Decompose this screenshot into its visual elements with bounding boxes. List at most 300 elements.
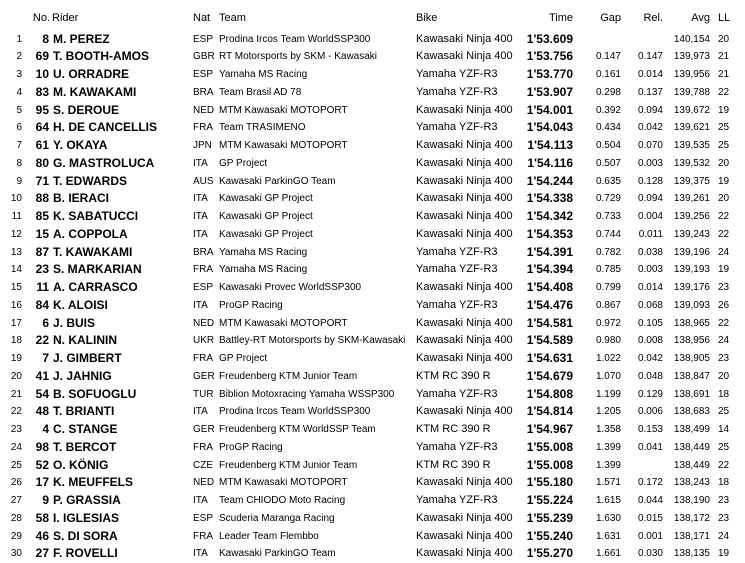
gap-cell: 0.298 [595, 86, 621, 98]
relative-gap-cell: 0.094 [637, 193, 663, 205]
nationality-cell: AUS [193, 175, 214, 187]
position-cell: 3 [16, 69, 22, 80]
relative-gap-cell: 0.015 [637, 512, 663, 524]
header-bike: Bike [416, 12, 438, 24]
header-time: Time [548, 12, 573, 24]
team-cell: RT Motorsports by SKM - Kawasaki [219, 51, 378, 63]
table-row [0, 244, 745, 262]
average-speed-cell: 138,956 [673, 335, 710, 347]
table-row [0, 297, 745, 315]
average-speed-cell: 139,956 [673, 69, 710, 80]
team-cell: ProGP Racing [219, 299, 283, 311]
average-speed-cell: 139,176 [673, 282, 710, 293]
nationality-cell: ITA [193, 548, 208, 560]
rider-number-cell: 22 [35, 333, 49, 348]
rider-name-cell: J. JAHNIG [53, 368, 112, 383]
relative-gap-cell: 0.048 [637, 370, 663, 382]
laps-cell: 23 [718, 282, 730, 293]
table-row [0, 279, 745, 297]
position-cell: 19 [10, 353, 22, 364]
average-speed-cell: 138,905 [673, 353, 710, 364]
gap-cell: 1.571 [595, 477, 621, 489]
average-speed-cell: 138,499 [673, 424, 710, 435]
bike-cell: Yamaha YZF-R3 [416, 298, 498, 311]
relative-gap-cell: 0.147 [637, 51, 663, 63]
team-cell: Leader Team Flembbo [219, 530, 319, 542]
position-cell: 2 [16, 51, 22, 63]
position-cell: 15 [10, 282, 22, 293]
nationality-cell: NED [193, 477, 215, 489]
rider-name-cell: M. KAWAKAMI [53, 84, 137, 99]
team-cell: Team Brasil AD 78 [219, 86, 302, 98]
laps-cell: 24 [718, 335, 730, 347]
lap-time-cell: 1'55.008 [526, 439, 573, 454]
lap-time-cell: 1'54.408 [526, 280, 573, 294]
laps-cell: 20 [718, 193, 730, 205]
gap-cell: 0.147 [595, 51, 621, 63]
laps-cell: 22 [718, 228, 730, 240]
average-speed-cell: 140,154 [673, 33, 710, 45]
team-cell: Freudenberg KTM Junior Team [219, 459, 358, 471]
rider-name-cell: G. MASTROLUCA [53, 155, 155, 170]
laps-cell: 18 [718, 388, 730, 400]
rider-name-cell: F. ROVELLI [53, 546, 118, 561]
lap-time-cell: 1'55.180 [526, 475, 573, 490]
position-cell: 14 [10, 264, 22, 276]
gap-cell: 1.631 [595, 530, 621, 542]
rider-name-cell: P. GRASSIA [53, 493, 121, 507]
position-cell: 13 [10, 246, 22, 258]
laps-cell: 20 [718, 33, 730, 45]
average-speed-cell: 139,535 [673, 140, 710, 151]
rider-name-cell: B. SOFUOGLU [53, 386, 137, 401]
lap-time-cell: 1'54.581 [526, 315, 573, 330]
gap-cell: 1.205 [595, 406, 621, 418]
average-speed-cell: 139,256 [673, 211, 710, 222]
rider-number-cell: 85 [35, 209, 49, 223]
average-speed-cell: 138,683 [673, 406, 710, 418]
rider-number-cell: 71 [35, 173, 49, 188]
lap-time-cell: 1'55.008 [526, 457, 573, 472]
lap-time-cell: 1'55.224 [526, 493, 573, 507]
team-cell: GP Project [219, 157, 268, 169]
position-cell: 24 [10, 441, 22, 453]
position-cell: 9 [16, 175, 22, 187]
laps-cell: 26 [718, 299, 730, 311]
lap-time-cell: 1'54.476 [526, 297, 573, 312]
nationality-cell: TUR [193, 388, 214, 400]
team-cell: Kawasaki GP Project [219, 228, 313, 240]
nationality-cell: FRA [193, 441, 213, 453]
nationality-cell: NED [193, 317, 215, 329]
nationality-cell: ITA [193, 157, 208, 169]
average-speed-cell: 138,172 [673, 512, 710, 524]
laps-cell: 21 [718, 69, 730, 80]
lap-time-cell: 1'53.756 [526, 49, 573, 64]
average-speed-cell: 139,093 [673, 299, 710, 311]
position-cell: 11 [11, 211, 22, 222]
nationality-cell: CZE [193, 459, 213, 471]
team-cell: Kawasaki GP Project [219, 211, 313, 222]
nationality-cell: GER [193, 424, 215, 435]
nationality-cell: GBR [193, 51, 215, 63]
laps-cell: 21 [718, 51, 730, 63]
rider-number-cell: 46 [35, 528, 49, 543]
rider-name-cell: M. PEREZ [53, 31, 110, 46]
laps-cell: 20 [718, 157, 730, 169]
relative-gap-cell: 0.129 [637, 388, 663, 400]
laps-cell: 18 [718, 477, 730, 489]
position-cell: 18 [10, 335, 22, 347]
rider-number-cell: 48 [35, 404, 49, 419]
laps-cell: 23 [718, 495, 730, 506]
position-cell: 25 [10, 459, 22, 471]
bike-cell: Kawasaki Ninja 400 [416, 529, 513, 542]
lap-time-cell: 1'55.240 [526, 528, 573, 543]
rider-name-cell: T. BOOTH-AMOS [53, 49, 149, 64]
position-cell: 27 [10, 495, 22, 506]
team-cell: Biblion Motoxracing Yamaha WSSP300 [219, 388, 395, 400]
bike-cell: KTM RC 390 R [416, 458, 491, 471]
lap-time-cell: 1'54.631 [526, 351, 573, 365]
bike-cell: Kawasaki Ninja 400 [416, 316, 513, 329]
average-speed-cell: 139,193 [673, 264, 710, 276]
table-row [0, 439, 745, 457]
lap-time-cell: 1'54.338 [526, 191, 573, 206]
rider-number-cell: 58 [35, 510, 49, 525]
position-cell: 5 [16, 104, 22, 116]
table-row [0, 173, 745, 191]
relative-gap-cell: 0.128 [637, 175, 663, 187]
table-row [0, 421, 745, 439]
relative-gap-cell: 0.014 [637, 282, 663, 293]
average-speed-cell: 139,788 [673, 86, 710, 98]
team-cell: Freudenberg KTM WorldSSP Team [219, 424, 376, 435]
relative-gap-cell: 0.011 [638, 228, 663, 240]
header-no: No. [32, 12, 50, 24]
table-row [0, 474, 745, 492]
team-cell: MTM Kawasaki MOTOPORT [219, 317, 348, 329]
average-speed-cell: 139,375 [673, 175, 710, 187]
rider-number-cell: 7 [42, 351, 49, 365]
relative-gap-cell: 0.105 [637, 317, 663, 329]
gap-cell: 0.733 [595, 211, 621, 222]
nationality-cell: ESP [193, 69, 214, 80]
lap-time-cell: 1'55.270 [526, 546, 573, 561]
lap-time-cell: 1'54.394 [526, 262, 573, 277]
laps-cell: 22 [718, 459, 730, 471]
bike-cell: Kawasaki Ninja 400 [416, 476, 513, 489]
team-cell: Team TRASIMENO [219, 122, 306, 134]
table-row [0, 528, 745, 546]
gap-cell: 1.199 [595, 388, 621, 400]
header-rel: Rel. [643, 12, 663, 24]
relative-gap-cell: 0.153 [637, 424, 663, 435]
gap-cell: 0.507 [595, 157, 621, 169]
bike-cell: Yamaha YZF-R3 [416, 263, 498, 276]
rider-name-cell: O. KÖNIG [53, 457, 109, 472]
rider-name-cell: J. GIMBERT [53, 351, 122, 365]
laps-cell: 24 [718, 530, 730, 542]
rider-number-cell: 11 [36, 280, 49, 294]
average-speed-cell: 139,532 [673, 157, 710, 169]
gap-cell: 0.635 [595, 175, 621, 187]
relative-gap-cell: 0.070 [637, 140, 663, 151]
position-cell: 22 [10, 406, 22, 418]
bike-cell: Kawasaki Ninja 400 [416, 32, 513, 45]
lap-time-cell: 1'54.043 [526, 120, 573, 135]
rider-name-cell: S. MARKARIAN [53, 262, 142, 277]
lap-time-cell: 1'54.589 [526, 333, 573, 348]
nationality-cell: FRA [193, 122, 213, 134]
rider-number-cell: 84 [35, 297, 49, 312]
team-cell: Yamaha MS Racing [219, 246, 308, 258]
laps-cell: 24 [718, 246, 730, 258]
laps-cell: 22 [718, 86, 730, 98]
rider-number-cell: 17 [35, 475, 49, 490]
table-row [0, 386, 745, 404]
average-speed-cell: 138,243 [673, 477, 710, 489]
nationality-cell: GER [193, 370, 215, 382]
team-cell: Kawasaki ParkinGO Team [219, 175, 336, 187]
bike-cell: Kawasaki Ninja 400 [416, 50, 513, 63]
lap-time-cell: 1'54.113 [527, 138, 573, 152]
team-cell: Battley-RT Motorsports by SKM-Kawasaki [219, 335, 406, 347]
rider-number-cell: 88 [35, 191, 49, 206]
team-cell: Yamaha MS Racing [219, 69, 308, 80]
gap-cell: 1.630 [595, 512, 621, 524]
team-cell: GP Project [219, 353, 268, 364]
table-row [0, 457, 745, 475]
position-cell: 23 [10, 424, 22, 435]
position-cell: 17 [10, 317, 22, 329]
table-row [0, 315, 745, 333]
average-speed-cell: 138,171 [673, 530, 710, 542]
rider-name-cell: T. EDWARDS [53, 173, 128, 188]
bike-cell: Yamaha YZF-R3 [416, 121, 498, 134]
lap-time-cell: 1'54.116 [527, 155, 573, 170]
rider-number-cell: 69 [35, 49, 49, 64]
gap-cell: 0.504 [595, 140, 621, 151]
laps-cell: 23 [718, 353, 730, 364]
position-cell: 28 [10, 512, 22, 524]
relative-gap-cell: 0.068 [637, 299, 663, 311]
nationality-cell: ITA [193, 299, 208, 311]
rider-name-cell: K. SABATUCCI [53, 209, 139, 223]
average-speed-cell: 139,243 [673, 228, 710, 240]
average-speed-cell: 139,261 [673, 193, 710, 205]
rider-name-cell: T. KAWAKAMI [53, 244, 133, 259]
rider-number-cell: 61 [35, 138, 49, 152]
gap-cell: 1.399 [595, 441, 621, 453]
nationality-cell: FRA [193, 530, 213, 542]
average-speed-cell: 138,449 [673, 459, 710, 471]
average-speed-cell: 138,135 [673, 548, 710, 560]
bike-cell: Kawasaki Ninja 400 [416, 174, 513, 187]
average-speed-cell: 138,449 [673, 441, 710, 453]
table-row [0, 332, 745, 350]
team-cell: Team CHIODO Moto Racing [219, 495, 346, 506]
nationality-cell: UKR [193, 335, 215, 347]
rider-name-cell: I. IGLESIAS [53, 510, 120, 525]
position-cell: 6 [16, 122, 22, 134]
rider-name-cell: B. IERACI [53, 191, 110, 206]
lap-time-cell: 1'54.353 [526, 226, 573, 241]
rider-number-cell: 64 [35, 120, 49, 135]
average-speed-cell: 138,190 [673, 495, 710, 506]
lap-time-cell: 1'54.967 [526, 422, 573, 436]
gap-cell: 0.799 [595, 282, 621, 293]
average-speed-cell: 139,196 [673, 246, 710, 258]
rider-number-cell: 52 [35, 457, 49, 472]
laps-cell: 19 [718, 175, 730, 187]
bike-cell: Kawasaki Ninja 400 [416, 405, 513, 418]
header-avg: Avg [691, 12, 710, 24]
header-rider: Rider [52, 12, 79, 24]
laps-cell: 22 [718, 211, 730, 222]
rider-number-cell: 95 [35, 102, 49, 117]
header-ll: LL [718, 12, 731, 24]
table-header [0, 10, 745, 26]
gap-cell: 1.022 [595, 353, 621, 364]
laps-cell: 14 [718, 424, 730, 435]
team-cell: Prodina Ircos Team WorldSSP300 [219, 33, 371, 45]
rider-number-cell: 15 [35, 226, 49, 241]
table-row [0, 545, 745, 563]
team-cell: Yamaha MS Racing [219, 264, 308, 276]
bike-cell: Kawasaki Ninja 400 [416, 156, 513, 169]
rider-number-cell: 83 [35, 84, 49, 99]
rider-number-cell: 9 [42, 493, 49, 507]
lap-time-cell: 1'53.770 [526, 67, 573, 81]
relative-gap-cell: 0.003 [637, 264, 663, 276]
table-row [0, 155, 745, 173]
rider-number-cell: 87 [35, 244, 49, 259]
gap-cell: 0.744 [595, 228, 621, 240]
laps-cell: 19 [718, 104, 730, 116]
lap-time-cell: 1'53.907 [526, 84, 573, 99]
table-row [0, 190, 745, 208]
rider-number-cell: 6 [42, 315, 49, 330]
bike-cell: Kawasaki Ninja 400 [416, 352, 513, 364]
gap-cell: 1.358 [595, 424, 621, 435]
relative-gap-cell: 0.038 [637, 246, 663, 258]
table-row [0, 510, 745, 528]
rider-number-cell: 41 [35, 368, 49, 383]
rider-name-cell: H. DE CANCELLIS [53, 120, 158, 135]
team-cell: Kawasaki GP Project [219, 193, 313, 205]
gap-cell: 0.972 [595, 317, 621, 329]
lap-time-cell: 1'54.814 [526, 404, 573, 419]
laps-cell: 19 [718, 548, 730, 560]
rider-number-cell: 27 [35, 546, 49, 561]
relative-gap-cell: 0.001 [637, 530, 663, 542]
lap-time-cell: 1'54.679 [526, 368, 573, 383]
rider-name-cell: K. MEUFFELS [53, 475, 133, 490]
table-row [0, 31, 745, 49]
team-cell: MTM Kawasaki MOTOPORT [219, 477, 348, 489]
table-row [0, 368, 745, 386]
laps-cell: 25 [718, 140, 730, 151]
average-speed-cell: 138,847 [673, 370, 710, 382]
gap-cell: 0.392 [595, 104, 621, 116]
table-row [0, 102, 745, 120]
nationality-cell: BRA [193, 86, 214, 98]
bike-cell: Kawasaki Ninja 400 [416, 547, 513, 560]
gap-cell: 0.867 [595, 299, 621, 311]
relative-gap-cell: 0.042 [637, 122, 663, 134]
nationality-cell: FRA [193, 264, 213, 276]
relative-gap-cell: 0.003 [637, 157, 663, 169]
lap-time-cell: 1'54.244 [526, 173, 573, 188]
rider-name-cell: J. BUIS [53, 315, 96, 330]
position-cell: 30 [10, 548, 22, 560]
gap-cell: 0.785 [595, 264, 621, 276]
rider-name-cell: T. BRIANTI [53, 404, 115, 419]
gap-cell: 1.399 [595, 459, 621, 471]
gap-cell: 0.782 [595, 246, 621, 258]
bike-cell: Yamaha YZF-R3 [416, 85, 498, 98]
nationality-cell: NED [193, 104, 215, 116]
laps-cell: 19 [718, 264, 730, 276]
nationality-cell: ITA [193, 495, 208, 506]
relative-gap-cell: 0.030 [637, 548, 663, 560]
lap-time-cell: 1'54.001 [526, 102, 573, 117]
nationality-cell: ESP [193, 282, 214, 293]
relative-gap-cell: 0.044 [637, 495, 663, 506]
position-cell: 20 [10, 370, 22, 382]
rider-name-cell: Y. OKAYA [53, 138, 108, 152]
rider-name-cell: A. CARRASCO [53, 280, 138, 294]
nationality-cell: ITA [193, 228, 208, 240]
position-cell: 4 [16, 86, 22, 98]
bike-cell: Yamaha YZF-R3 [416, 494, 498, 506]
table-row [0, 226, 745, 244]
rider-number-cell: 23 [35, 262, 49, 277]
gap-cell: 0.161 [595, 69, 621, 80]
table-row [0, 261, 745, 279]
gap-cell: 1.661 [595, 548, 621, 560]
rider-name-cell: T. BERCOT [53, 439, 117, 454]
position-cell: 7 [16, 140, 22, 151]
rider-name-cell: C. STANGE [53, 422, 118, 436]
table-row [0, 137, 745, 155]
bike-cell: KTM RC 390 R [416, 423, 491, 435]
rider-name-cell: K. ALOISI [53, 297, 108, 312]
laps-cell: 25 [718, 406, 730, 418]
position-cell: 12 [10, 228, 22, 240]
rider-number-cell: 4 [42, 422, 49, 436]
table-row [0, 84, 745, 102]
table-row [0, 350, 745, 368]
relative-gap-cell: 0.008 [637, 335, 663, 347]
nationality-cell: FRA [193, 353, 213, 364]
table-row [0, 208, 745, 226]
lap-time-cell: 1'54.808 [526, 386, 573, 401]
lap-time-cell: 1'54.342 [526, 209, 573, 223]
position-cell: 1 [16, 33, 22, 45]
nationality-cell: JPN [193, 140, 212, 151]
nationality-cell: ITA [193, 406, 208, 418]
laps-cell: 20 [718, 370, 730, 382]
laps-cell: 22 [718, 317, 730, 329]
laps-cell: 25 [718, 122, 730, 134]
position-cell: 8 [16, 157, 22, 169]
nationality-cell: ESP [193, 33, 214, 45]
team-cell: Prodina Ircos Team WorldSSP300 [219, 406, 371, 418]
relative-gap-cell: 0.094 [637, 104, 663, 116]
relative-gap-cell: 0.172 [637, 477, 663, 489]
